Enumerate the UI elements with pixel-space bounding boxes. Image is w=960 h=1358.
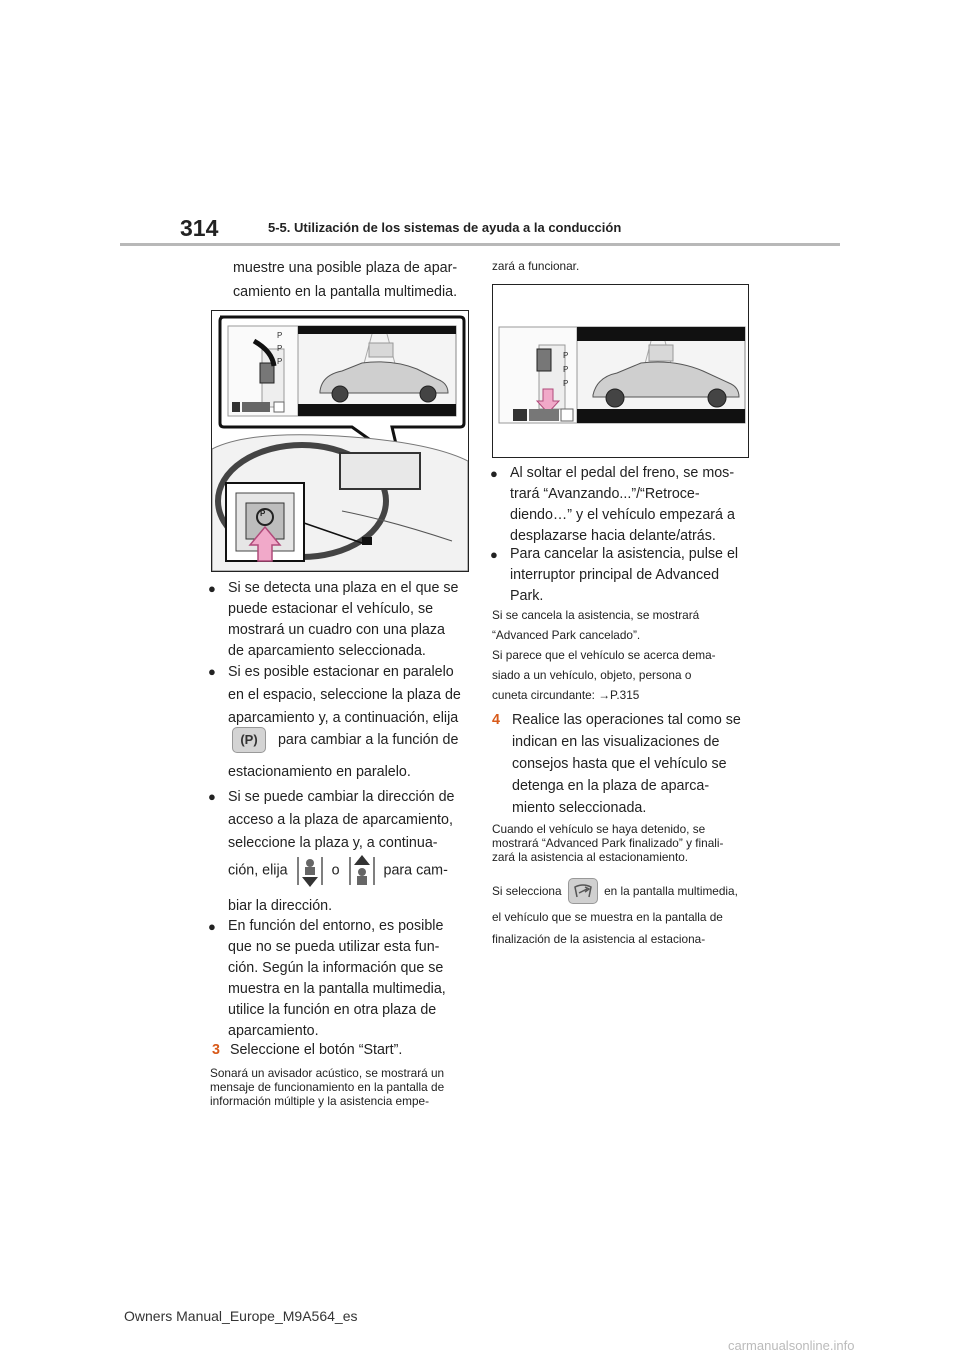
bullet-dot: ● bbox=[208, 664, 216, 679]
dashboard-illustration bbox=[212, 311, 468, 571]
figure-dashboard-screen bbox=[211, 310, 469, 572]
doc-id: Owners Manual_Europe_M9A564_es bbox=[124, 1308, 358, 1324]
section-title: 5-5. Utilización de los sistemas de ayuda a la conducción bbox=[268, 220, 622, 235]
figure-multimedia-screen bbox=[492, 284, 749, 458]
bullet-4: ● En función del entorno, es posible que no se pueda utilizar esta fun- ción. Según la información que se muestra en la pantalla multimedia, utilice la función en otra plaza de aparcamiento. bbox=[208, 918, 446, 1039]
select-note-line: Si selecciona en la pantalla multimedia, bbox=[492, 878, 754, 908]
finished-note: Cuando el vehículo se haya detenido, se mostrará “Advanced Park finalizado” y finali- zará la asistencia al estacionamiento. bbox=[492, 822, 724, 864]
fig1-slot-3: P bbox=[277, 357, 283, 366]
bullet-dot: ● bbox=[208, 919, 216, 934]
intro-text: muestre una posible plaza de apar- camiento en la pantalla multimedia. bbox=[233, 260, 458, 300]
step-4: 4 Realice las operaciones tal como se indican en las visualizaciones de consejos hasta que el vehículo se detenga en la plaza de aparca- miento seleccionada. bbox=[492, 712, 741, 816]
cancel-note: Si se cancela la asistencia, se mostrará “Advanced Park cancelado”. bbox=[492, 608, 700, 642]
parallel-parking-icon: (P) bbox=[232, 727, 266, 753]
step-3: 3 Seleccione el botón “Start”. bbox=[212, 1042, 403, 1058]
page-number: 314 bbox=[180, 215, 219, 241]
right-bullet-1: ● Al soltar el pedal del freno, se mos- trará “Avanzando...”/“Retroce- diendo…” y el vehículo empezará a desplazarse hacia delante/atrás. bbox=[490, 465, 735, 544]
bullet-dot: ● bbox=[208, 581, 216, 596]
fig1-slot-2: P bbox=[277, 344, 283, 353]
watermark: carmanualsonline.info bbox=[728, 1338, 855, 1353]
vehicle-display-icon bbox=[568, 878, 598, 904]
fig2-slot-3: P bbox=[563, 379, 569, 388]
screen-illustration bbox=[493, 285, 748, 457]
direction-line: ción, elija o para cam- bbox=[228, 853, 473, 891]
step-3-note: Sonará un avisador acústico, se mostrará un mensaje de funcionamiento en la pantalla de información múltiple y la asistencia empe- bbox=[210, 1066, 445, 1108]
fig2-slot-2: P bbox=[563, 365, 569, 374]
select-note-cont: el vehículo que se muestra en la pantalla de finalización de la asistencia al estaciona- bbox=[492, 910, 723, 946]
fig1-slot-1: P bbox=[277, 331, 283, 340]
page-ref-link[interactable]: →P.315 bbox=[598, 688, 640, 702]
bullet-dot: ● bbox=[208, 789, 216, 804]
parallel-line: (P) para cambiar a la función de bbox=[232, 727, 477, 757]
forward-direction-icon bbox=[296, 853, 324, 889]
reverse-direction-icon bbox=[348, 853, 376, 889]
bullet-dot: ● bbox=[490, 547, 498, 562]
bullet-3: ● Si se puede cambiar la dirección de acceso a la plaza de aparcamiento, seleccione la plaza y, a continua- bbox=[210, 786, 472, 855]
bullet-1: ● Si se detecta una plaza en el que se puede estacionar el vehículo, se mostrará un cuadro con una plaza de aparcamiento seleccionada. bbox=[208, 580, 459, 659]
bullet-dot: ● bbox=[490, 466, 498, 481]
right-bullet-2: ● Para cancelar la asistencia, pulse el interruptor principal de Advanced Park. bbox=[490, 546, 739, 604]
fig2-slot-1: P bbox=[563, 351, 569, 360]
bullet-2: ● Si es posible estacionar en paralelo en el espacio, seleccione la plaza de aparcamiento y, a continuación, elija bbox=[210, 661, 472, 730]
header-rule bbox=[120, 243, 840, 246]
switch-mark: P bbox=[260, 509, 266, 518]
approach-note: Si parece que el vehículo se acerca dema- siado a un vehículo, objeto, persona o cuneta circundante: →P.315 bbox=[492, 648, 716, 702]
